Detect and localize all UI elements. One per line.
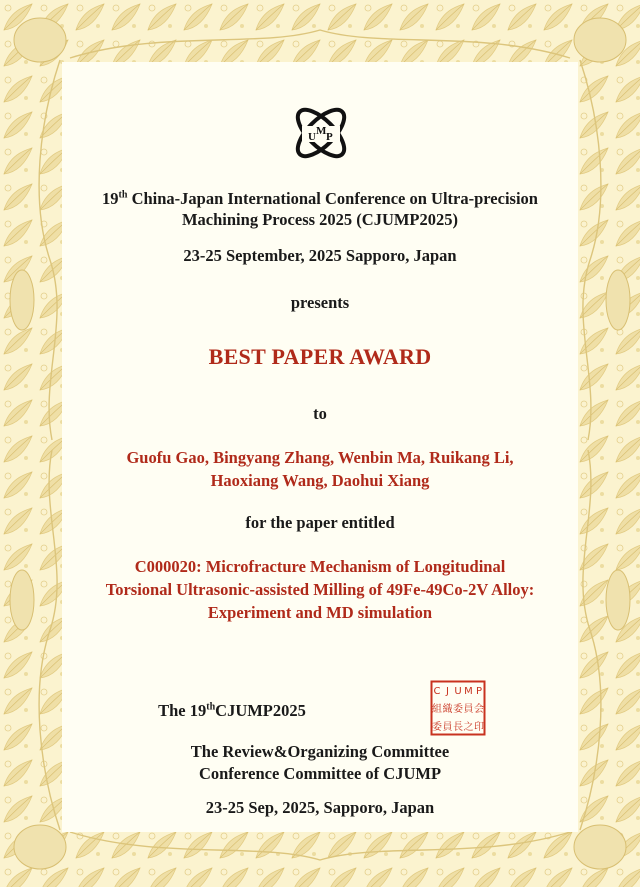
seal-r2-c1: 組 <box>432 704 442 715</box>
seal-r3-c2: 員 <box>442 722 453 733</box>
conference-name-part1: China-Japan International Conference on Ultra-precision <box>127 189 538 208</box>
seal-r3-c4: 之 <box>463 722 474 733</box>
logo-letter-p: P <box>326 131 333 143</box>
event-prefix: The 19 <box>158 701 207 720</box>
presents-text: presents <box>290 293 350 312</box>
committee-line2: Conference Committee of CJUMP <box>198 764 442 783</box>
seal-r3-c3: 長 <box>453 722 463 733</box>
seal-r2-c3: 委 <box>453 704 463 715</box>
seal-r1-c1: C <box>433 686 441 697</box>
seal-r2-c5: 会 <box>474 704 484 715</box>
paper-title-line2: Torsional Ultrasonic-assisted Milling of 49Fe-49Co-2V Alloy: <box>105 580 535 599</box>
seal-r1-c5: P <box>475 686 483 697</box>
seal-r2-c4: 員 <box>463 704 474 715</box>
conference-title-line2: Machining Process 2025 (CJUMP2025) <box>181 210 459 229</box>
logo-letter-u: U <box>308 131 316 143</box>
conference-ordinal: th <box>118 189 128 201</box>
seal-r1-c3: U <box>454 686 462 697</box>
logo-letter-m: M <box>316 125 327 137</box>
event-name: CJUMP2025 <box>215 701 306 720</box>
paper-title-line1: C000020: Microfracture Mechanism of Longitudinal <box>134 557 506 576</box>
seal-r1-c4: M <box>464 686 473 697</box>
conference-title-line1 <box>0 188 640 209</box>
conference-dates: 23-25 September, 2025 Sapporo, Japan <box>183 246 457 265</box>
for-paper-text: for the paper entitled <box>245 513 395 532</box>
conference-number: 19 <box>102 189 119 208</box>
seal-r2-c2: 織 <box>442 704 453 715</box>
official-seal <box>430 680 486 736</box>
signature-date-place: 23-25 Sep, 2025, Sapporo, Japan <box>205 798 435 817</box>
committee-line1: The Review&Organizing Committee <box>190 742 450 761</box>
seal-r1-c2: J <box>446 686 449 697</box>
award-title: BEST PAPER AWARD <box>208 344 432 369</box>
to-text: to <box>313 404 327 423</box>
seal-r3-c1: 委 <box>432 722 442 733</box>
event-ordinal: th <box>206 701 216 713</box>
recipients-line2: Haoxiang Wang, Daohui Xiang <box>210 471 430 490</box>
ump-logo <box>284 96 358 170</box>
seal-r3-c5: 印 <box>474 722 484 733</box>
recipients-line1: Guofu Gao, Bingyang Zhang, Wenbin Ma, Ruikang Li, <box>126 448 514 467</box>
paper-title-line3: Experiment and MD simulation <box>207 603 433 622</box>
